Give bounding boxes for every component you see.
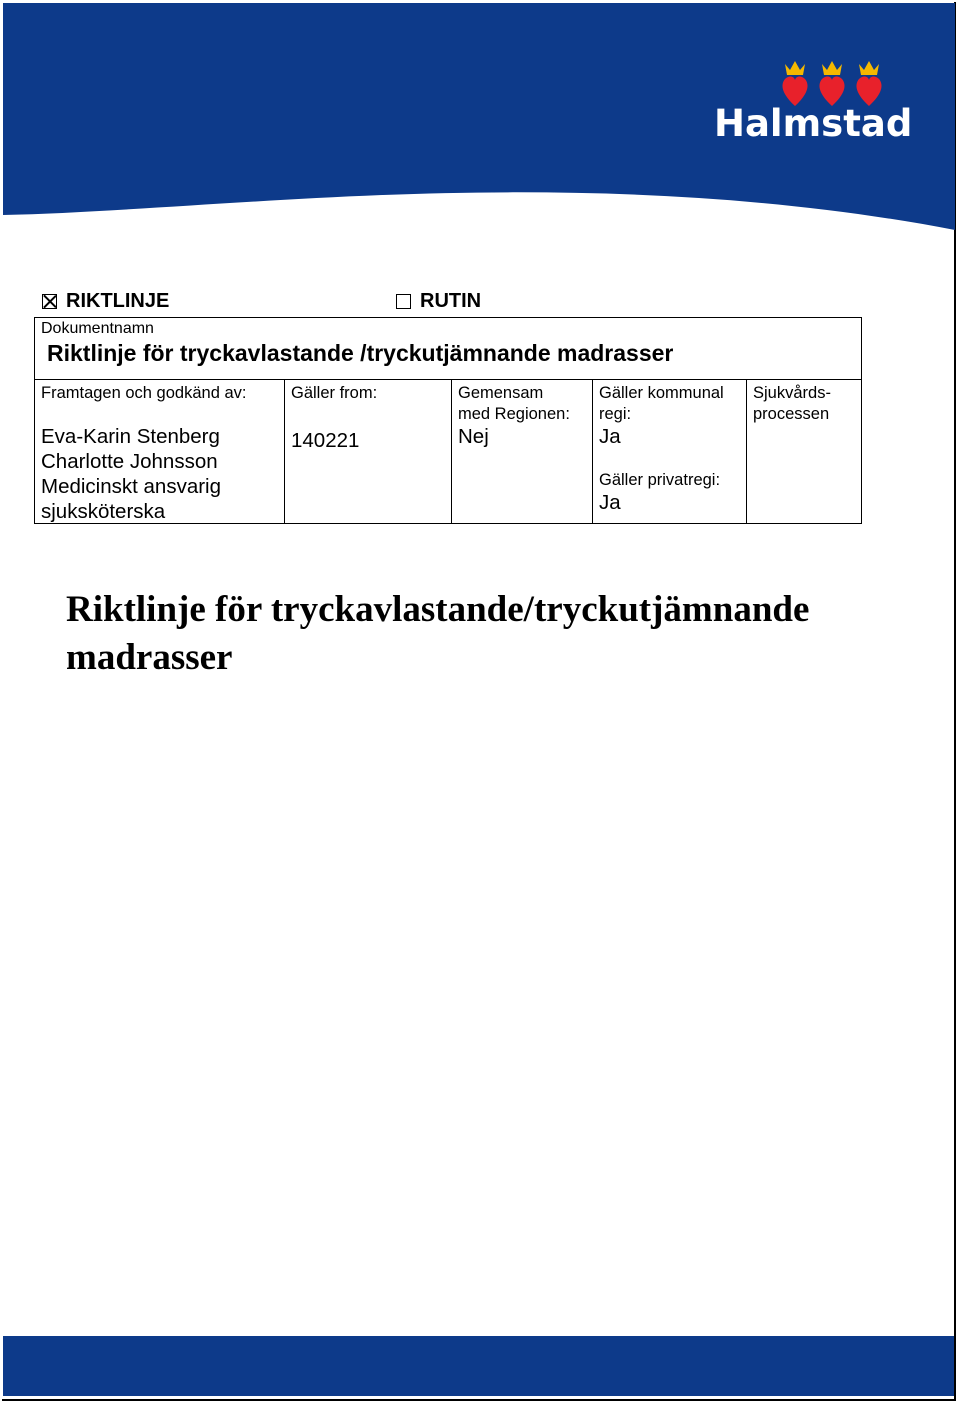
doctype-rutin-label: RUTIN <box>420 290 482 312</box>
document-name-value: Riktlinje för tryckavlastande /tryckutjämnande madrasser <box>47 340 674 366</box>
empty-checkbox-icon[interactable] <box>396 294 411 309</box>
shared-region-cell <box>452 380 593 523</box>
shared-region-label-1: Gemensam <box>458 384 544 402</box>
municipal-label-1: Gäller kommunal <box>599 384 724 402</box>
municipal-cell <box>593 380 747 523</box>
document-name-label: Dokumentnamn <box>41 320 154 337</box>
logo-wordmark: Halmstad <box>714 102 913 145</box>
municipal-label-2: regi: <box>599 405 632 423</box>
shared-region-label-2: med Regionen: <box>458 405 570 423</box>
footer-band <box>3 1336 954 1396</box>
valid-from-cell <box>285 380 452 523</box>
main-title-line-2: madrasser <box>66 637 233 678</box>
process-cell <box>747 380 861 523</box>
private-label: Gäller privatregi: <box>599 471 721 489</box>
municipal-value: Ja <box>599 425 621 448</box>
main-title <box>66 586 886 682</box>
approved-by-role-1: Medicinskt ansvarig <box>41 475 222 498</box>
doctype-riktlinje[interactable] <box>42 290 169 313</box>
checked-checkbox-icon[interactable] <box>42 294 57 309</box>
approved-by-name-1: Eva-Karin Stenberg <box>41 425 220 448</box>
document-type-row <box>40 290 860 314</box>
valid-from-label: Gäller from: <box>291 384 378 402</box>
doctype-riktlinje-label: RIKTLINJE <box>66 290 170 312</box>
main-title-line-1: Riktlinje för tryckavlastande/tryckutjämnande <box>66 589 810 630</box>
approved-by-cell <box>35 380 285 523</box>
approved-by-label: Framtagen och godkänd av: <box>41 384 247 402</box>
process-label-2: processen <box>753 405 830 423</box>
halmstad-logo <box>714 58 913 150</box>
crowned-hearts-icon <box>782 58 892 108</box>
document-name-box <box>34 317 862 380</box>
private-value: Ja <box>599 491 621 514</box>
valid-from-value: 140221 <box>291 429 360 452</box>
document-info-table <box>34 379 862 524</box>
approved-by-name-2: Charlotte Johnsson <box>41 450 218 473</box>
process-label-1: Sjukvårds- <box>753 384 831 402</box>
shared-region-value: Nej <box>458 425 489 448</box>
approved-by-role-2: sjuksköterska <box>41 500 166 523</box>
doctype-rutin[interactable] <box>396 290 481 313</box>
